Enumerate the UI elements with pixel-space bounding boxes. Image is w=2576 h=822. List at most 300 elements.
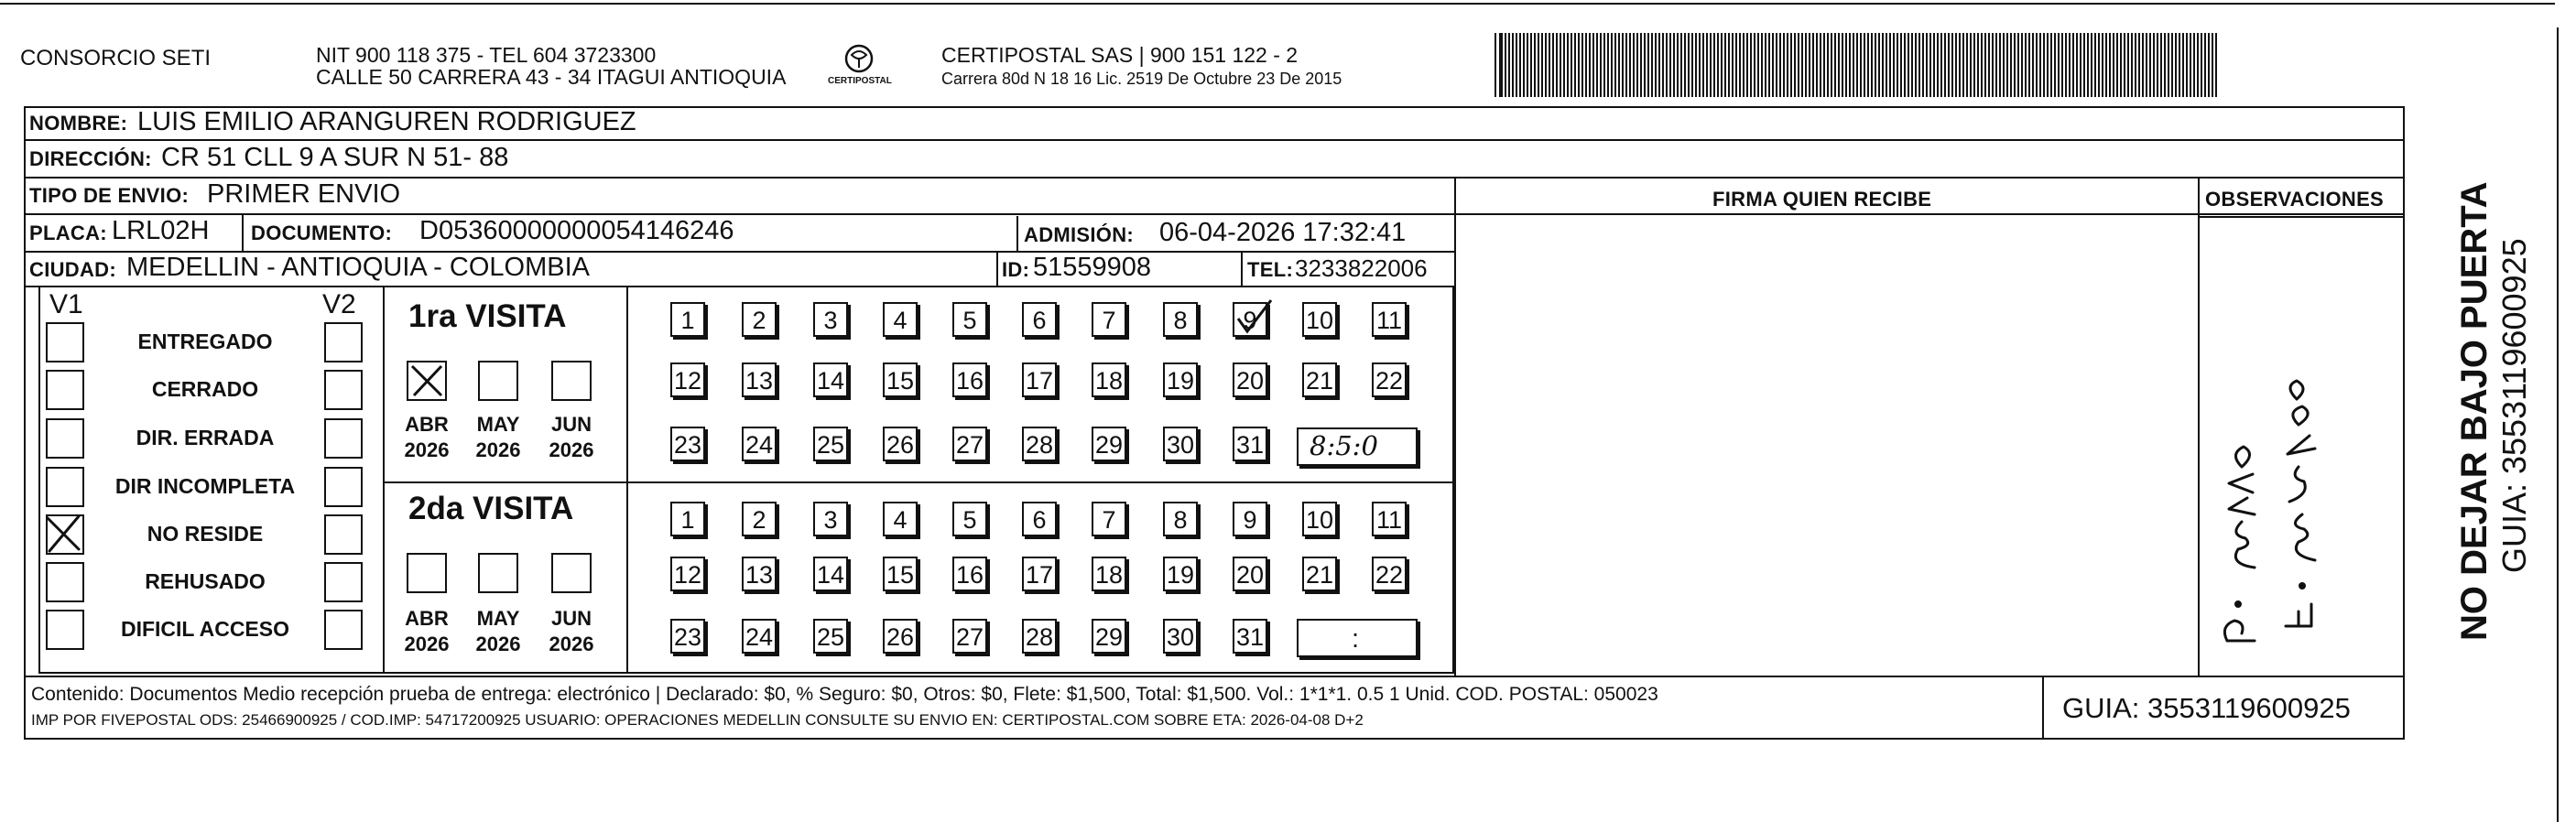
- barcode-bar: [1929, 33, 1931, 97]
- month-year: 2026: [404, 438, 450, 461]
- barcode-bar: [1959, 33, 1961, 97]
- barcode-bar: [2025, 33, 2027, 97]
- barcode-bar: [1691, 33, 1693, 97]
- barcode-bar: [1519, 33, 1521, 97]
- day-box[interactable]: 4: [883, 302, 918, 337]
- barcode-bar: [1889, 33, 1891, 97]
- barcode-bar: [2208, 33, 2210, 97]
- barcode-bar: [1499, 33, 1503, 97]
- day-box[interactable]: 6: [1022, 302, 1057, 337]
- barcode-bar: [2215, 33, 2217, 97]
- day-box[interactable]: 16: [952, 362, 987, 397]
- day-box[interactable]: 31: [1233, 427, 1267, 461]
- day-box[interactable]: 7: [1092, 302, 1126, 337]
- barcode-bar: [1882, 33, 1884, 97]
- barcode-bar: [2179, 33, 2180, 97]
- day-box[interactable]: 13: [742, 362, 777, 397]
- first-visit-time-box[interactable]: [1297, 427, 1418, 466]
- guia-box-divider: [2042, 676, 2044, 738]
- day-box[interactable]: 9: [1233, 302, 1267, 337]
- day-box[interactable]: 27: [952, 427, 987, 461]
- barcode-bar: [1633, 33, 1635, 97]
- barcode-bar: [1527, 33, 1528, 97]
- day-box[interactable]: 23: [670, 619, 705, 654]
- barcode-bar: [1750, 33, 1752, 97]
- month-checkbox[interactable]: [407, 361, 447, 401]
- barcode-bar: [1798, 33, 1799, 97]
- day-box[interactable]: 12: [670, 557, 705, 591]
- day-box[interactable]: 26: [883, 427, 918, 461]
- barcode-bar: [1625, 33, 1627, 97]
- barcode-bar: [1853, 33, 1854, 97]
- barcode-bar: [1915, 33, 1917, 97]
- barcode-bar: [1867, 33, 1869, 97]
- placa-value: LRL02H: [112, 216, 210, 245]
- day-box[interactable]: 11: [1372, 302, 1407, 337]
- day-box[interactable]: 8: [1163, 302, 1198, 337]
- barcode-bar: [1666, 33, 1668, 97]
- nombre-label: NOMBRE:: [29, 112, 128, 135]
- barcode-bar: [2014, 33, 2016, 97]
- barcode-bar: [1765, 33, 1766, 97]
- barcode-bar: [2157, 33, 2158, 97]
- barcode-bar: [2017, 33, 2019, 97]
- day-box[interactable]: 30: [1163, 427, 1198, 461]
- barcode-bar: [1655, 33, 1657, 97]
- barcode-bar: [2153, 33, 2155, 97]
- barcode-bar: [2072, 33, 2074, 97]
- barcode-bar: [2201, 33, 2202, 97]
- barcode-bar: [1845, 33, 1847, 97]
- day-box[interactable]: 30: [1163, 619, 1198, 654]
- day-box[interactable]: 25: [813, 619, 848, 654]
- barcode-bar: [2054, 33, 2056, 97]
- barcode-bar: [1728, 33, 1730, 97]
- month-checkbox[interactable]: [551, 361, 592, 401]
- day-box[interactable]: 16: [952, 557, 987, 591]
- tel-label: TEL:: [1247, 258, 1294, 281]
- day-box[interactable]: 4: [883, 502, 918, 536]
- barcode-bar: [2102, 33, 2103, 97]
- id-divider: [996, 251, 998, 286]
- day-box[interactable]: 10: [1302, 302, 1337, 337]
- barcode-bar: [2193, 33, 2195, 97]
- barcode-bar: [1611, 33, 1613, 97]
- day-box[interactable]: 21: [1302, 362, 1337, 397]
- day-box[interactable]: 29: [1092, 619, 1126, 654]
- day-box[interactable]: 2: [742, 302, 777, 337]
- tipo-value: PRIMER ENVIO: [207, 179, 401, 209]
- barcode-bar: [1739, 33, 1741, 97]
- barcode-bar: [1589, 33, 1591, 97]
- month-label: [399, 412, 454, 462]
- day-box[interactable]: 5: [952, 502, 987, 536]
- barcode-bar: [1988, 33, 1990, 97]
- first-visit-title: 1ra VISITA: [408, 298, 567, 334]
- day-box[interactable]: 14: [813, 557, 848, 591]
- month-label: [399, 606, 454, 656]
- day-box[interactable]: 27: [952, 619, 987, 654]
- barcode-bar: [1508, 33, 1510, 97]
- barcode-bar: [1717, 33, 1719, 97]
- barcode-bar: [1746, 33, 1748, 97]
- barcode-bar: [2065, 33, 2067, 97]
- month-name: ABR: [405, 607, 449, 630]
- barcode-bar: [2058, 33, 2060, 97]
- barcode-bar: [2028, 33, 2030, 97]
- barcode-bar: [1662, 33, 1664, 97]
- barcode-bar: [2083, 33, 2085, 97]
- day-box[interactable]: 22: [1372, 362, 1407, 397]
- barcode-bar: [1776, 33, 1777, 97]
- day-box[interactable]: 20: [1233, 362, 1267, 397]
- barcode-bar: [2003, 33, 2005, 97]
- form-right-extension: [2403, 106, 2405, 740]
- barcode-bar: [1516, 33, 1517, 97]
- barcode-bar: [1812, 33, 1814, 97]
- barcode-bar: [2138, 33, 2140, 97]
- barcode-bar: [2098, 33, 2100, 97]
- barcode-bar: [1926, 33, 1928, 97]
- barcode-bar: [1940, 33, 1942, 97]
- id-value: 51559908: [1033, 253, 1152, 282]
- v2-checkbox[interactable]: [324, 562, 363, 602]
- barcode-bar: [2036, 33, 2038, 97]
- second-visit-title: 2da VISITA: [408, 491, 574, 526]
- tel-divider: [1241, 251, 1243, 286]
- firma-divider: [1454, 177, 1456, 676]
- documento-label: DOCUMENTO:: [251, 222, 393, 244]
- day-box[interactable]: 28: [1022, 619, 1057, 654]
- direccion-label: DIRECCIÓN:: [29, 147, 152, 170]
- reason-label: DIFICIL ACCESO: [120, 617, 289, 641]
- admision-divider: [1016, 216, 1018, 251]
- right-border: [2557, 27, 2559, 822]
- barcode-bar: [1673, 33, 1675, 97]
- barcode-bar: [1973, 33, 1975, 97]
- no-dejar-bajo-puerta: NO DEJAR BAJO PUERTA: [2454, 181, 2494, 641]
- barcode-bar: [1541, 33, 1543, 97]
- footer-guia: GUIA: 3553119600925: [2062, 692, 2351, 724]
- barcode-bar: [2197, 33, 2199, 97]
- reason-label: DIR. ERRADA: [136, 426, 275, 449]
- barcode-bar: [1783, 33, 1785, 97]
- barcode-bar: [2006, 33, 2008, 97]
- barcode-bar: [1603, 33, 1605, 97]
- id-label: ID:: [1002, 258, 1030, 281]
- barcode-bar: [1669, 33, 1671, 97]
- barcode-bar: [1567, 33, 1569, 97]
- firma-label: FIRMA QUIEN RECIBE: [1712, 188, 1932, 211]
- day-box[interactable]: 3: [813, 302, 848, 337]
- v1-checkbox[interactable]: [46, 514, 84, 555]
- barcode-bar: [1545, 33, 1547, 97]
- barcode-bar: [1849, 33, 1851, 97]
- barcode-bar: [1629, 33, 1631, 97]
- barcode-bar: [1875, 33, 1876, 97]
- barcode-bar: [2087, 33, 2089, 97]
- barcode-bar: [1809, 33, 1810, 97]
- v1-checkbox[interactable]: [46, 370, 84, 410]
- barcode-bar: [1578, 33, 1580, 97]
- barcode-bar: [1581, 33, 1583, 97]
- barcode-bar: [1658, 33, 1660, 97]
- barcode-bar: [2146, 33, 2147, 97]
- barcode-bar: [2021, 33, 2023, 97]
- second-visit-time-box[interactable]: [1297, 619, 1418, 657]
- visit-split-line: [383, 481, 1454, 483]
- barcode-bar: [1970, 33, 1972, 97]
- v2-checkbox[interactable]: [324, 370, 363, 410]
- month-checkbox[interactable]: [407, 553, 447, 593]
- day-box[interactable]: 23: [670, 427, 705, 461]
- ciudad-value: MEDELLIN - ANTIOQUIA - COLOMBIA: [126, 253, 590, 282]
- barcode-bar: [2142, 33, 2144, 97]
- month-label: [471, 606, 526, 656]
- barcode-bar: [1534, 33, 1536, 97]
- day-box[interactable]: 24: [742, 619, 777, 654]
- barcode-bar: [1636, 33, 1638, 97]
- address-line: CALLE 50 CARRERA 43 - 34 ITAGUI ANTIOQUIA: [316, 65, 787, 89]
- footer-top-line: [24, 676, 2405, 677]
- barcode-bar: [2171, 33, 2173, 97]
- side-guia: GUIA: 3553119600925: [2495, 238, 2533, 573]
- barcode-bar: [1695, 33, 1697, 97]
- observaciones-handwriting: [2201, 275, 2381, 659]
- reason-label: ENTREGADO: [137, 330, 273, 353]
- day-box[interactable]: 19: [1163, 557, 1198, 591]
- barcode-bar: [2149, 33, 2151, 97]
- barcode-bar: [2164, 33, 2166, 97]
- barcode-bar: [1684, 33, 1686, 97]
- barcode-bar: [1977, 33, 1979, 97]
- v1-checkbox[interactable]: [46, 322, 84, 362]
- barcode-bar: [1911, 33, 1913, 97]
- barcode-bar: [1831, 33, 1832, 97]
- first-visit-time: 8:5:0: [1310, 430, 1378, 461]
- barcode-bar: [2135, 33, 2136, 97]
- barcode-bar: [1721, 33, 1723, 97]
- barcode-bar: [2116, 33, 2118, 97]
- barcode-bar: [1614, 33, 1616, 97]
- day-checkmark: [1233, 297, 1275, 347]
- month-name: ABR: [405, 413, 449, 436]
- month-checkbox[interactable]: [478, 361, 518, 401]
- barcode-bar: [2061, 33, 2063, 97]
- barcode-bar: [1680, 33, 1682, 97]
- day-box[interactable]: 1: [670, 302, 705, 337]
- barcode-bar: [1556, 33, 1558, 97]
- barcode-bar: [2182, 33, 2184, 97]
- barcode-bar: [1838, 33, 1840, 97]
- barcode-bar: [1651, 33, 1653, 97]
- barcode-bar: [1713, 33, 1715, 97]
- tel-value: 3233822006: [1295, 254, 1428, 282]
- barcode-bar: [1908, 33, 1909, 97]
- reason-label: CERRADO: [151, 377, 259, 401]
- month-year: 2026: [475, 632, 521, 655]
- barcode-bar: [2039, 33, 2041, 97]
- barcode-bar: [1779, 33, 1781, 97]
- day-box[interactable]: 28: [1022, 427, 1057, 461]
- reason-label: DIR INCOMPLETA: [114, 474, 296, 498]
- barcode-bar: [2120, 33, 2122, 97]
- day-box[interactable]: 2: [742, 502, 777, 536]
- day-box[interactable]: 22: [1372, 557, 1407, 591]
- barcode-bar: [1538, 33, 1539, 97]
- company-name: CONSORCIO SETI: [20, 46, 212, 70]
- barcode-bar: [1743, 33, 1745, 97]
- barcode-bar: [1600, 33, 1602, 97]
- barcode-bar: [1827, 33, 1829, 97]
- barcode-bar: [1563, 33, 1565, 97]
- day-box[interactable]: 21: [1302, 557, 1337, 591]
- day-box[interactable]: 13: [742, 557, 777, 591]
- barcode-bar: [1560, 33, 1561, 97]
- barcode-bar: [1596, 33, 1598, 97]
- day-box[interactable]: 19: [1163, 362, 1198, 397]
- month-checkbox[interactable]: [478, 553, 518, 593]
- barcode-bar: [1702, 33, 1704, 97]
- day-box[interactable]: 17: [1022, 362, 1057, 397]
- month-name: JUN: [550, 413, 592, 436]
- placa-divider: [242, 213, 244, 251]
- admision-label: ADMISIÓN:: [1024, 223, 1135, 246]
- day-box[interactable]: 18: [1092, 362, 1126, 397]
- barcode-bar: [2204, 33, 2206, 97]
- v2-checkbox[interactable]: [324, 610, 363, 650]
- day-box[interactable]: 1: [670, 502, 705, 536]
- barcode-bar: [1948, 33, 1950, 97]
- barcode-bar: [1897, 33, 1898, 97]
- barcode-bar: [1864, 33, 1865, 97]
- v1-checkbox[interactable]: [46, 467, 84, 507]
- barcode-bar: [1900, 33, 1902, 97]
- day-box[interactable]: 7: [1092, 502, 1126, 536]
- v1-label: V1: [49, 289, 83, 319]
- day-box[interactable]: 31: [1233, 619, 1267, 654]
- barcode-bar: [1794, 33, 1796, 97]
- reason-label: NO RESIDE: [147, 522, 264, 546]
- day-box[interactable]: 29: [1092, 427, 1126, 461]
- month-label: [544, 412, 599, 462]
- month-year: 2026: [404, 632, 450, 655]
- barcode-bar: [1842, 33, 1843, 97]
- logo-text: CERTIPOSTAL: [828, 76, 892, 86]
- barcode-bar: [2168, 33, 2169, 97]
- v2-checkbox[interactable]: [324, 322, 363, 362]
- barcode-bar: [1699, 33, 1701, 97]
- barcode-bar: [1955, 33, 1957, 97]
- barcode-bar: [1585, 33, 1587, 97]
- month-year: 2026: [475, 438, 521, 461]
- contenido-line: Contenido: Documentos Medio recepción prueba de entrega: electrónico | Declarado: $0, % Seguro: $0, Otros: $0, Flete: $1,500, Total: $1,500. Vol.: 1*1*1. 0.5 1 Unid. COD. POSTAL: 050023: [31, 684, 1658, 705]
- day-box[interactable]: 3: [813, 502, 848, 536]
- barcode-bar: [2160, 33, 2162, 97]
- day-box[interactable]: 15: [883, 362, 918, 397]
- day-box[interactable]: 15: [883, 557, 918, 591]
- day-box[interactable]: 14: [813, 362, 848, 397]
- barcode-bar: [1995, 33, 1997, 97]
- barcode-bar: [2010, 33, 2012, 97]
- barcode-bar: [1805, 33, 1807, 97]
- footer-bottom-line: [24, 738, 2405, 740]
- day-box[interactable]: 12: [670, 362, 705, 397]
- day-box[interactable]: 10: [1302, 502, 1337, 536]
- barcode-bar: [2076, 33, 2078, 97]
- barcode-bar: [1823, 33, 1825, 97]
- barcode-bar: [1904, 33, 1906, 97]
- barcode-bar: [1549, 33, 1550, 97]
- barcode-bar: [1735, 33, 1737, 97]
- barcode-bar: [1801, 33, 1803, 97]
- day-box[interactable]: 25: [813, 427, 848, 461]
- barcode-bar: [1495, 33, 1496, 97]
- barcode-bar: [1706, 33, 1708, 97]
- ciudad-label: CIUDAD:: [29, 258, 116, 281]
- observaciones-label: OBSERVACIONES: [2205, 188, 2385, 211]
- row-line-2: [24, 177, 2405, 178]
- day-box[interactable]: 8: [1163, 502, 1198, 536]
- months-divider: [626, 287, 628, 674]
- barcode-bar: [1962, 33, 1964, 97]
- month-name: JUN: [550, 607, 592, 630]
- month-label: [544, 606, 599, 656]
- barcode-bar: [2091, 33, 2092, 97]
- barcode-bar: [2080, 33, 2081, 97]
- barcode-bar: [1644, 33, 1646, 97]
- day-box[interactable]: 17: [1022, 557, 1057, 591]
- top-border: [0, 3, 2555, 5]
- barcode-bar: [1592, 33, 1594, 97]
- day-box[interactable]: 9: [1233, 502, 1267, 536]
- v1-checkbox[interactable]: [46, 610, 84, 650]
- barcode-bar: [1772, 33, 1774, 97]
- imp-line: IMP POR FIVEPOSTAL ODS: 25466900925 / COD.IMP: 54717200925 USUARIO: OPERACIONES MEDELLIN CONSULTE SU ENVIO EN: CERTIPOSTAL.COM SOBRE ETA: 2026-04-08 D+2: [31, 711, 1364, 729]
- day-box[interactable]: 26: [883, 619, 918, 654]
- day-box[interactable]: 18: [1092, 557, 1126, 591]
- placa-label: PLACA:: [29, 222, 107, 244]
- day-box[interactable]: 11: [1372, 502, 1407, 536]
- barcode-bar: [1787, 33, 1788, 97]
- v1-checkbox[interactable]: [46, 418, 84, 459]
- v2-checkbox[interactable]: [324, 514, 363, 555]
- barcode-bar: [1505, 33, 1506, 97]
- barcode-bar: [1856, 33, 1858, 97]
- barcode-bar: [1999, 33, 2001, 97]
- barcode-bar: [2190, 33, 2191, 97]
- license-line: Carrera 80d N 18 16 Lic. 2519 De Octubre 23 De 2015: [941, 70, 1342, 88]
- barcode-bar: [1871, 33, 1873, 97]
- barcode-bar: [2069, 33, 2071, 97]
- v2-checkbox[interactable]: [324, 467, 363, 507]
- month-name: MAY: [476, 413, 520, 436]
- barcode-bar: [2050, 33, 2052, 97]
- day-box[interactable]: 20: [1233, 557, 1267, 591]
- barcode-bar: [1981, 33, 1983, 97]
- day-box[interactable]: 5: [952, 302, 987, 337]
- barcode-bar: [1922, 33, 1924, 97]
- barcode-bar: [1523, 33, 1525, 97]
- day-box[interactable]: 24: [742, 427, 777, 461]
- v2-checkbox[interactable]: [324, 418, 363, 459]
- month-checkbox[interactable]: [551, 553, 592, 593]
- barcode-bar: [1937, 33, 1939, 97]
- day-box[interactable]: 6: [1022, 502, 1057, 536]
- barcode-bar: [1647, 33, 1649, 97]
- v1-checkbox[interactable]: [46, 562, 84, 602]
- barcode-bar: [1574, 33, 1576, 97]
